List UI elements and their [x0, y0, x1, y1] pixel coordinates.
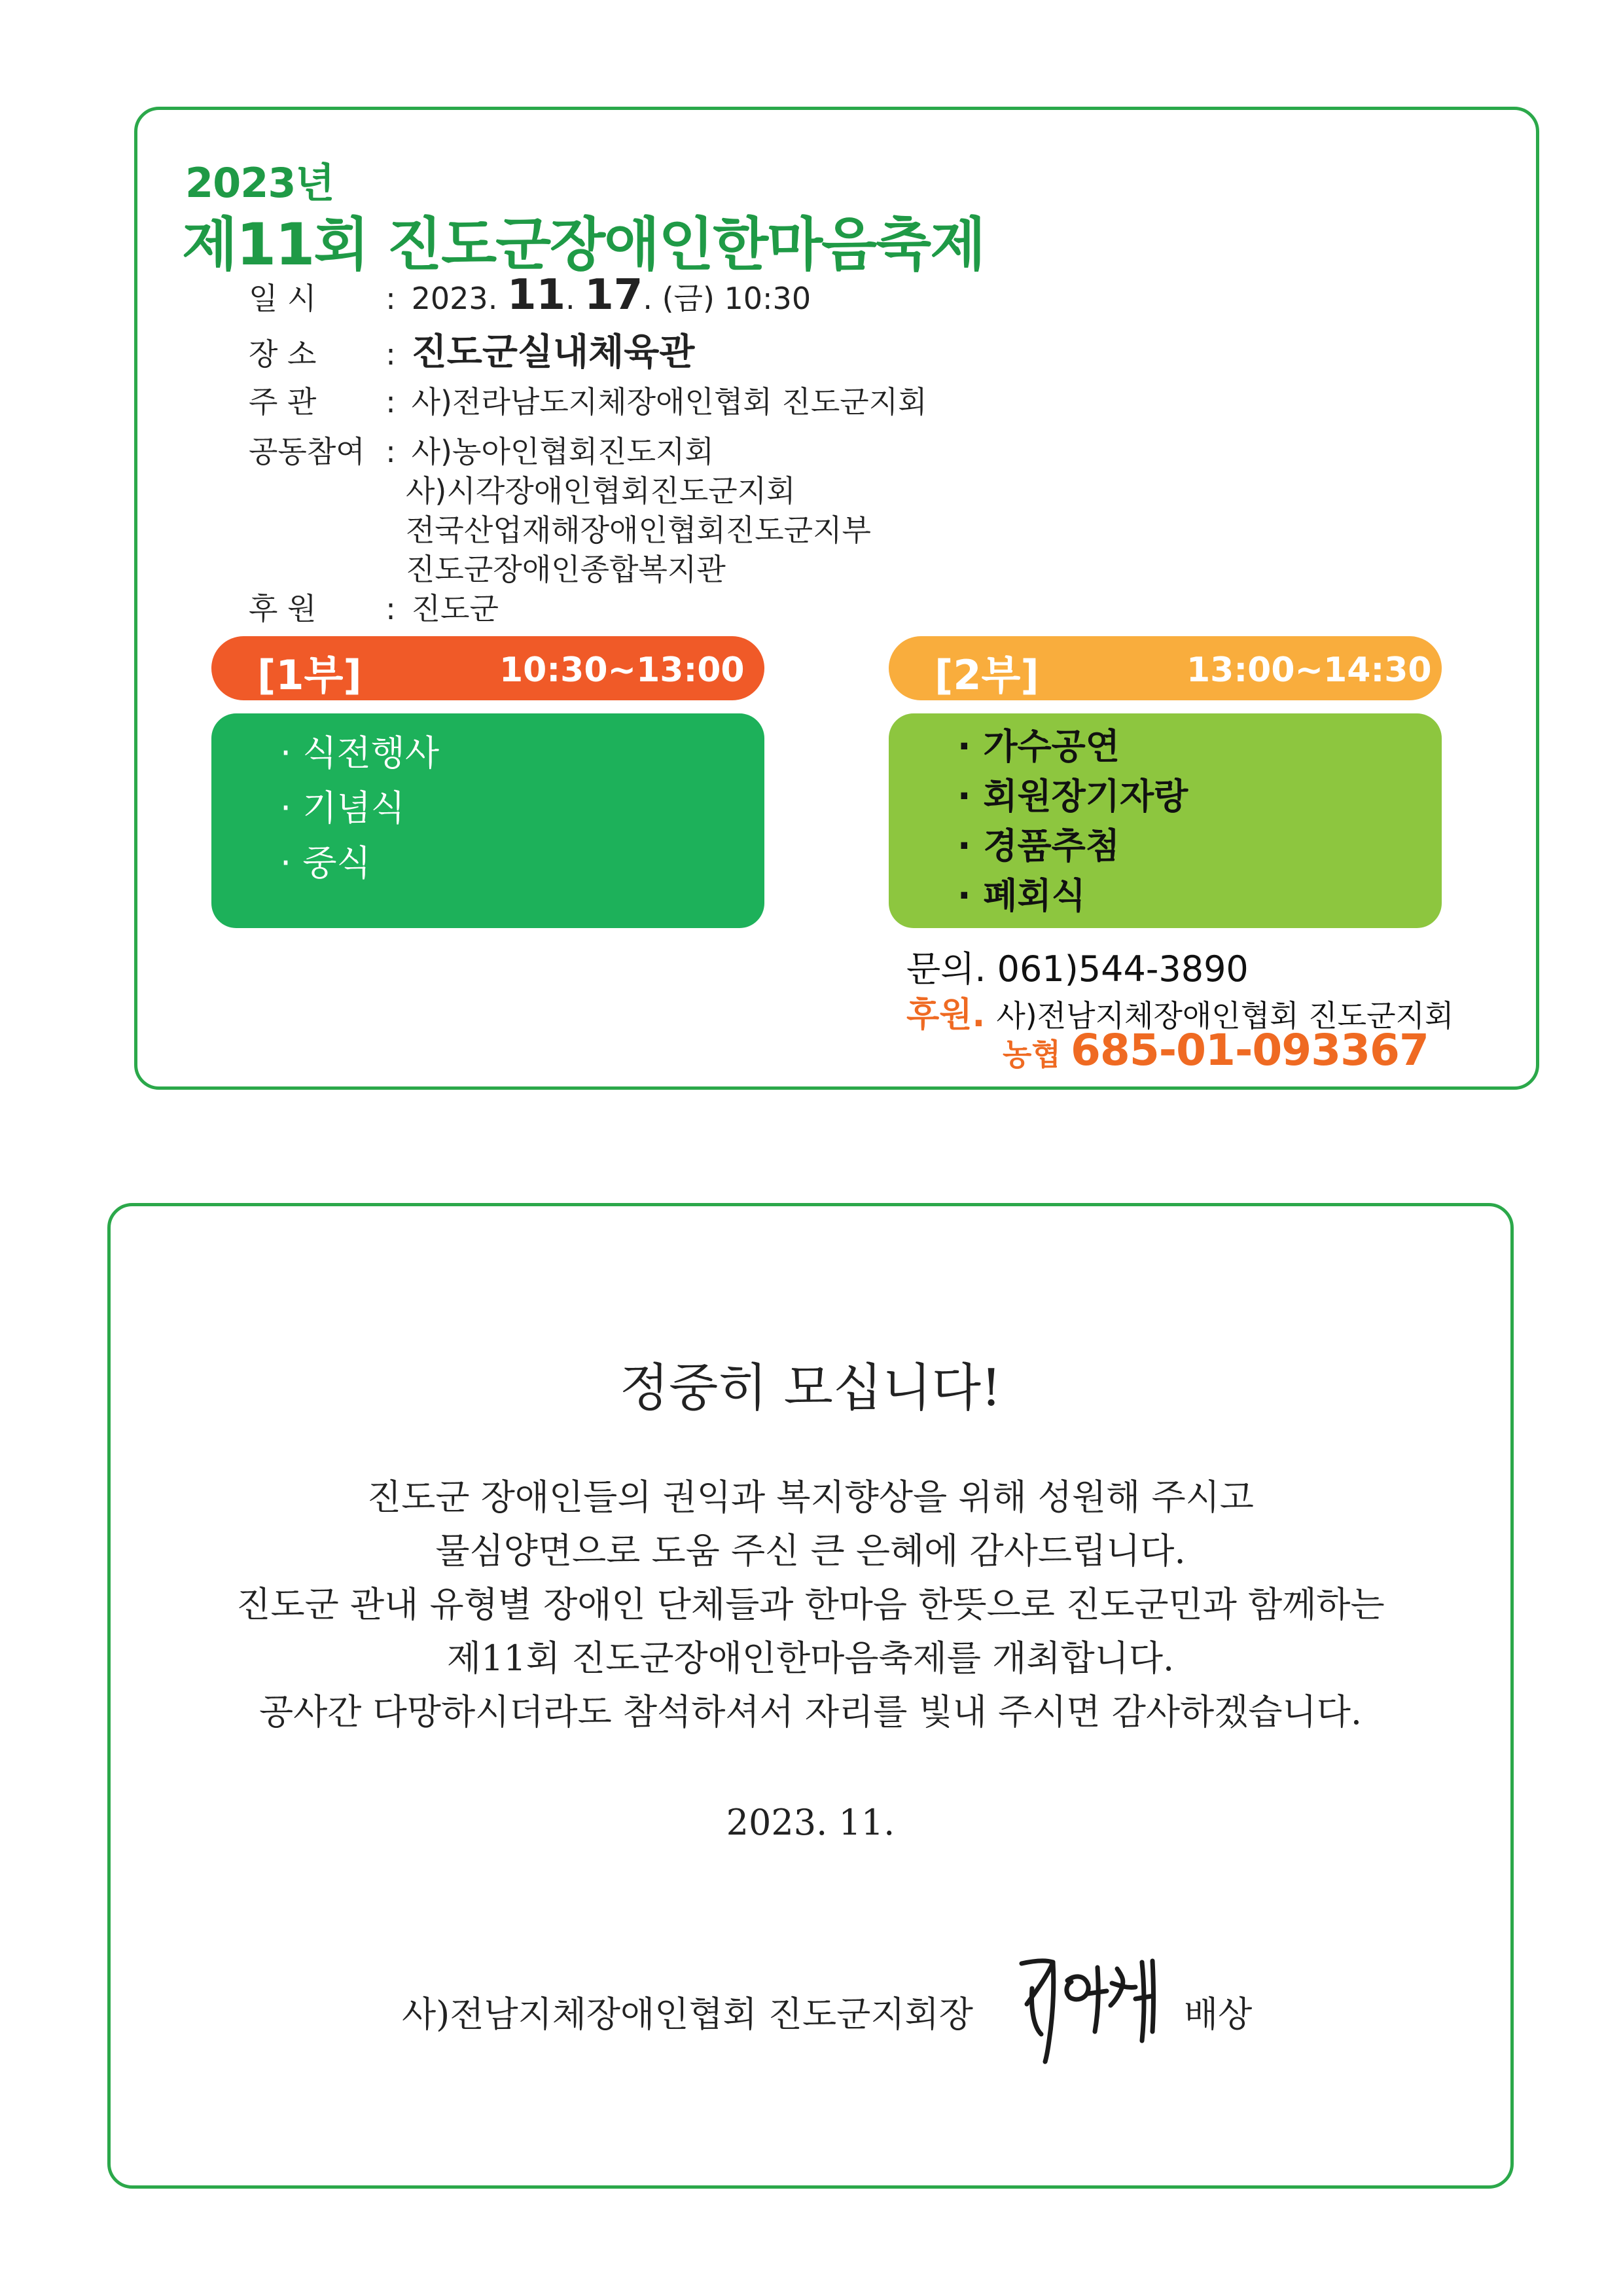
support-label: 후원.	[906, 996, 986, 1035]
joint-colon: :	[385, 434, 396, 469]
host-value: 사)전라남도지체장애인협회 진도군지회	[411, 384, 927, 420]
part1-tag: [1부]	[257, 651, 362, 699]
bank-row	[1003, 1025, 1429, 1075]
event-title: 제11회 진도군장애인한마음축제	[182, 211, 985, 278]
letter-line: 물심양면으로 도움 주신 큰 은혜에 감사드립니다.	[435, 1530, 1186, 1571]
joint-row	[249, 428, 714, 471]
date-colon: :	[385, 281, 396, 316]
date-row	[249, 271, 811, 319]
part2-tag: [2부]	[935, 651, 1039, 699]
bank-name: 농협	[1003, 1037, 1061, 1072]
place-value: 진도군실내체육관	[411, 331, 695, 374]
closing-word: 배상	[1184, 1994, 1253, 2035]
event-year: 2023년	[185, 159, 334, 207]
part1-time: 10:30~13:00	[499, 651, 745, 690]
sponsor-colon: :	[385, 591, 396, 626]
part2-header	[889, 636, 1442, 700]
letter-headline: 정중히 모십니다!	[619, 1359, 1002, 1418]
part2-time: 13:00~14:30	[1186, 651, 1432, 690]
place-row	[249, 323, 694, 376]
part2-item: · 회원장기자랑	[957, 776, 1188, 817]
invitation-letter-card	[107, 1203, 1514, 2189]
handwritten-signature	[1007, 1949, 1164, 2067]
inquiry-number: 061)544-3890	[997, 948, 1249, 990]
inquiry-row	[906, 941, 1249, 992]
letter-sender: 사)전남지체장애인협회 진도군지회장	[402, 1994, 973, 2035]
letter-line: 공사간 다망하시더라도 참석하셔서 자리를 빛내 주시면 감사하겠습니다.	[259, 1691, 1363, 1732]
place-label: 장 소	[249, 336, 317, 372]
event-info-card	[134, 107, 1539, 1090]
date-weekday-time: . (금) 10:30	[643, 281, 812, 316]
joint-value-4: 진도군장애인종합복지관	[406, 552, 726, 587]
inquiry-label: 문의.	[906, 948, 986, 990]
part2-item: · 폐회식	[957, 875, 1086, 916]
part1-header	[211, 636, 764, 700]
letter-line: 진도군 장애인들의 권익과 복지향상을 위해 성원해 주시고	[367, 1477, 1254, 1518]
host-label: 주 관	[249, 384, 317, 420]
date-month: 11	[507, 271, 566, 319]
part1-program-box	[211, 713, 764, 928]
date-label: 일 시	[249, 281, 317, 316]
host-colon: :	[385, 384, 396, 420]
sponsor-row	[249, 585, 499, 628]
joint-label: 공동참여	[249, 434, 365, 469]
joint-value-1: 사)농아인협회진도지회	[411, 434, 714, 469]
sponsor-label: 후 원	[249, 591, 317, 626]
date-day: 17	[584, 271, 643, 319]
date-year: 2023.	[411, 281, 498, 316]
place-colon: :	[385, 336, 396, 372]
joint-value-2: 사)시각장애인협회진도군지회	[406, 473, 796, 509]
part2-item: · 경품추첨	[957, 825, 1120, 867]
joint-value-3: 전국산업재해장애인협회진도군지부	[406, 512, 871, 548]
letter-line: 진도군 관내 유형별 장애인 단체들과 한마음 한뜻으로 진도군민과 함께하는	[236, 1584, 1385, 1625]
date-dot: .	[565, 281, 575, 316]
part1-item: · 식전행사	[280, 732, 439, 774]
part1-item: · 기념식	[280, 787, 405, 829]
letter-line: 제11회 진도군장애인한마음축제를 개최합니다.	[446, 1638, 1175, 1679]
host-row	[249, 378, 927, 422]
letter-date: 2023. 11.	[726, 1802, 895, 1843]
part1-item: · 중식	[280, 842, 371, 884]
sponsor-value: 진도군	[411, 591, 499, 626]
part2-program-box	[889, 713, 1442, 928]
support-org: 사)전남지체장애인협회 진도군지회	[996, 998, 1454, 1033]
part2-item: · 가수공연	[957, 726, 1120, 767]
bank-account: 685-01-093367	[1070, 1025, 1429, 1075]
